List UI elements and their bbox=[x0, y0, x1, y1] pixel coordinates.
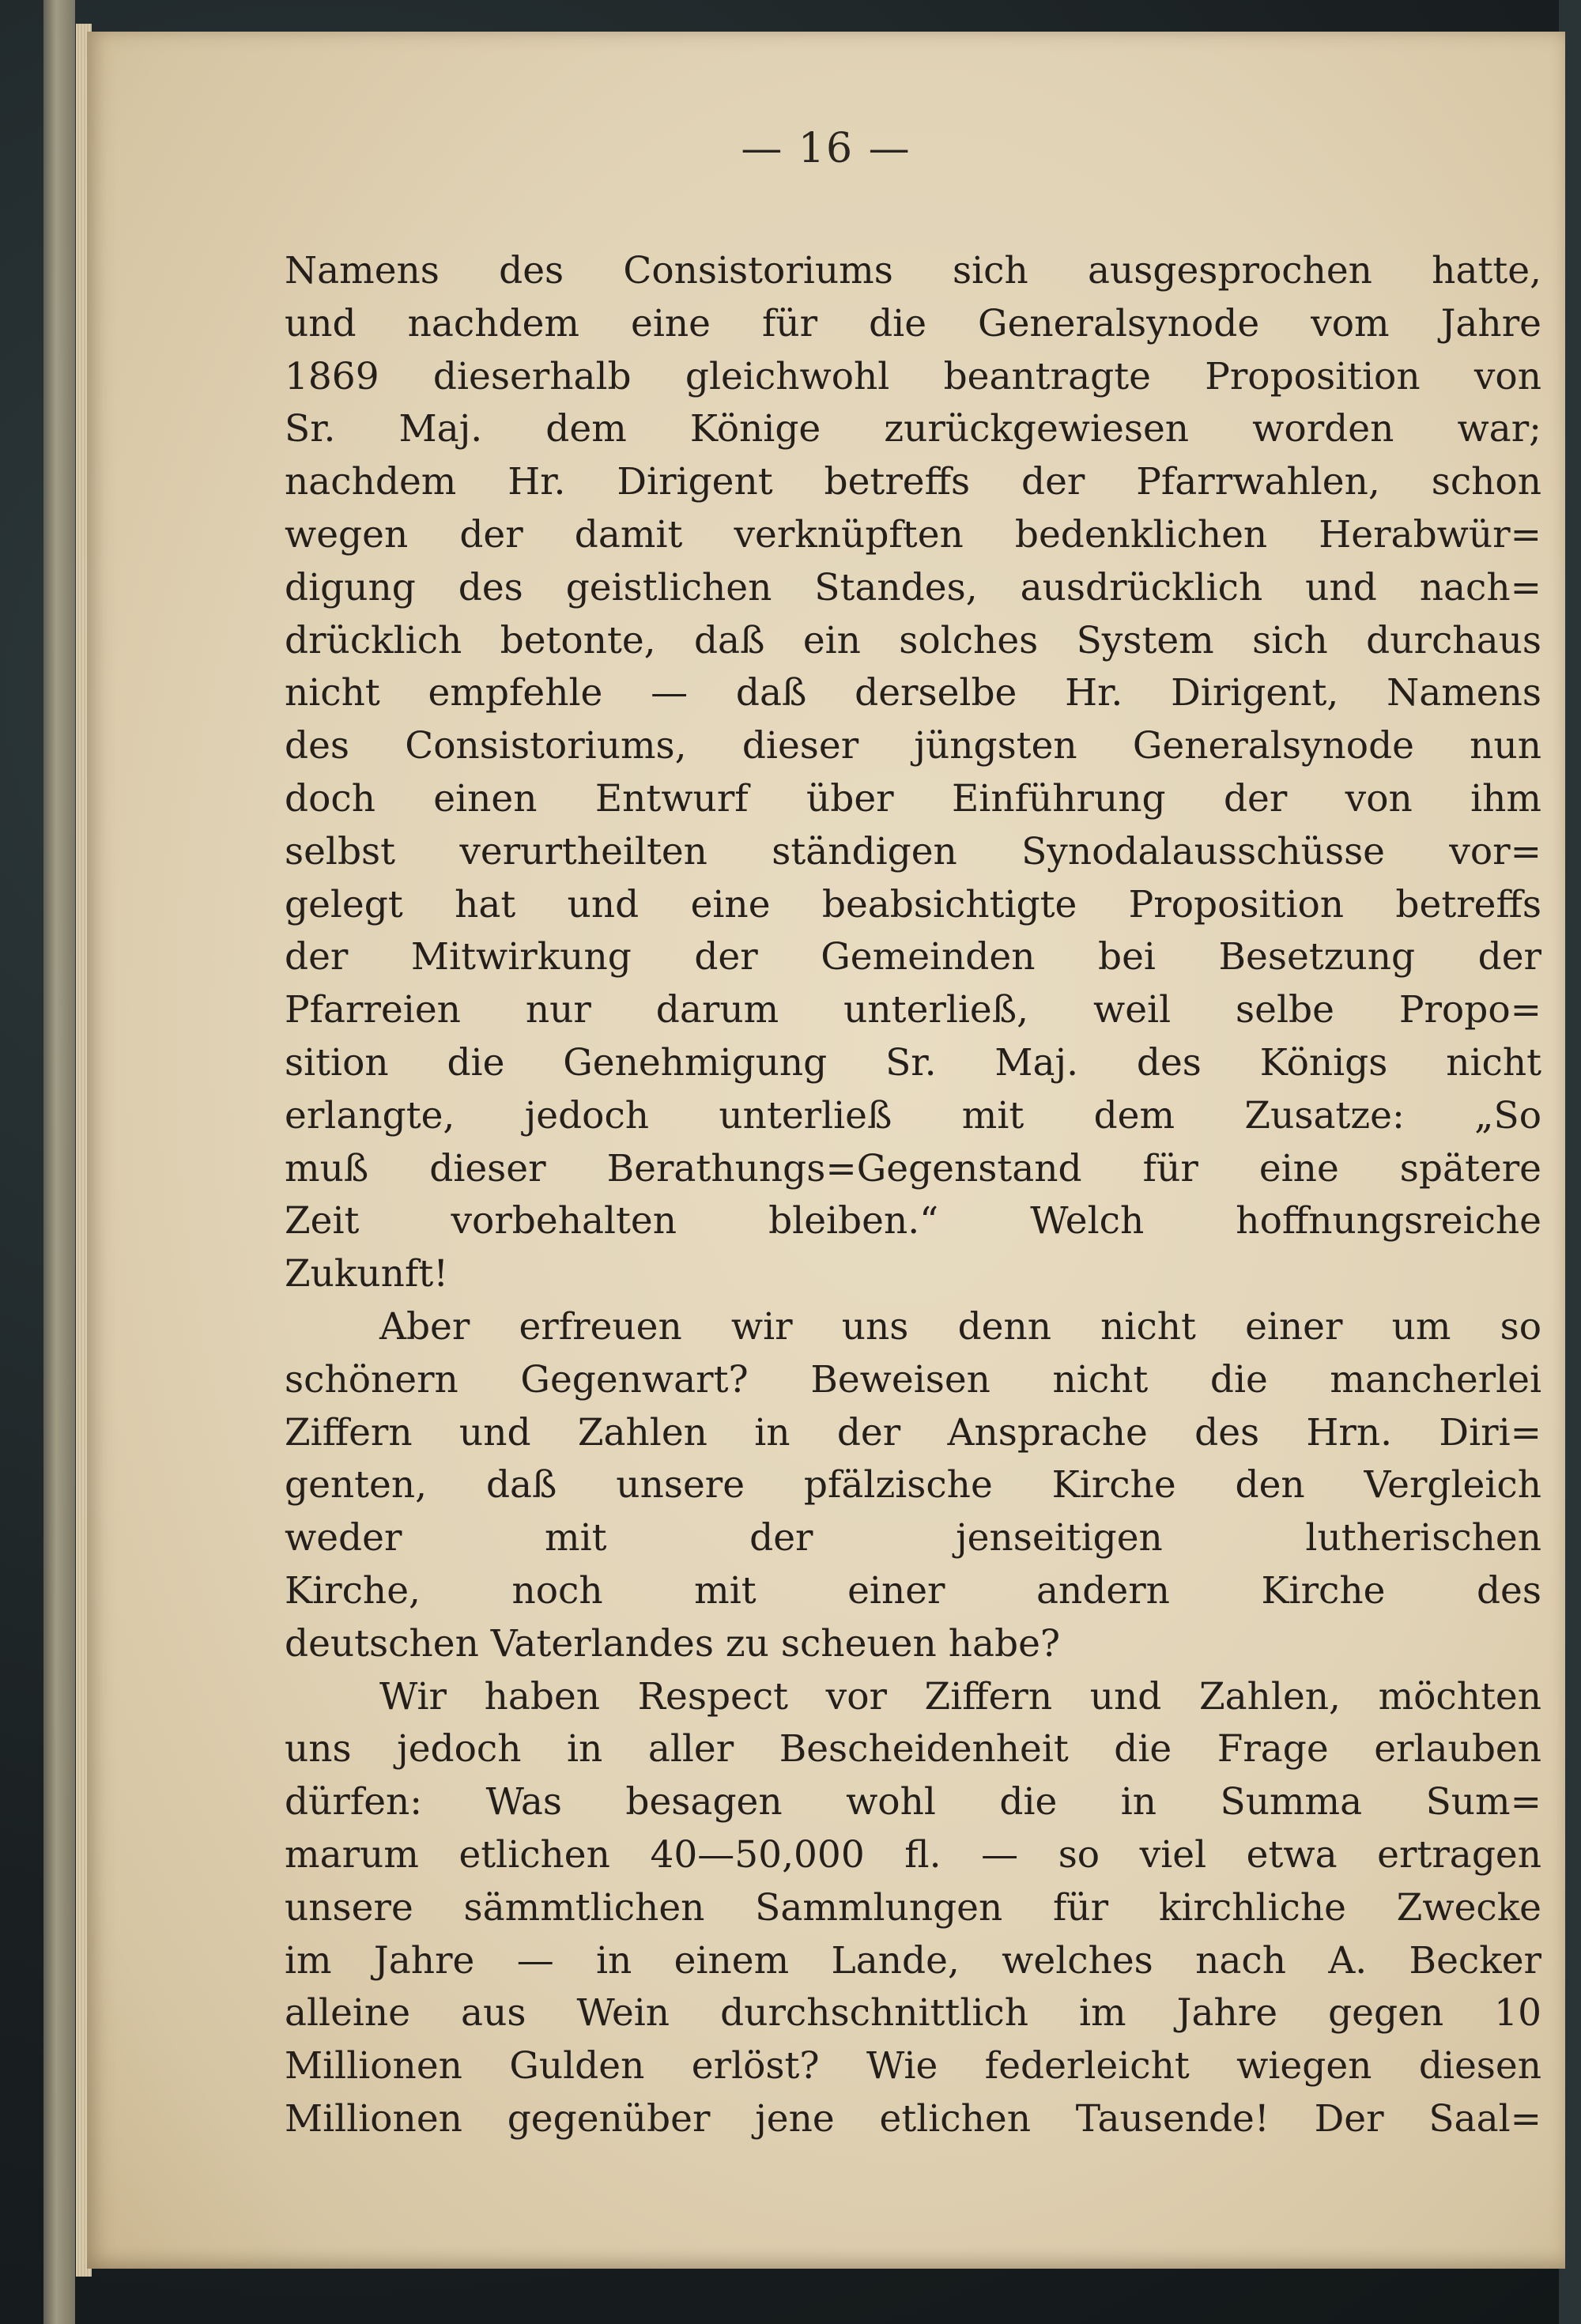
text-line: Millionen Gulden erlöst? Wie federleicht wiegen diesen bbox=[285, 2044, 1541, 2088]
text-line: marum etlichen 40—50,000 fl. — so viel etwa ertragen bbox=[285, 1832, 1541, 1877]
text-line: Kirche, noch mit einer andern Kirche des bbox=[285, 1568, 1541, 1613]
text-line: 1869 dieserhalb gleichwohl beantragte Proposition von bbox=[285, 354, 1541, 398]
text-line: Namens des Consistoriums sich ausgesprochen hatte, bbox=[285, 249, 1541, 292]
text-line: Aber erfreuen wir uns denn nicht einer um so bbox=[379, 1304, 1541, 1349]
book-page bbox=[87, 32, 1565, 2269]
text-line: Zeit vorbehalten bleiben.“ Welch hoffnungsreiche bbox=[285, 1199, 1541, 1243]
book-spine-edge bbox=[43, 0, 75, 2324]
text-line: schönern Gegenwart? Beweisen nicht die mancherlei bbox=[285, 1357, 1541, 1402]
text-line: nicht empfehle — daß derselbe Hr. Dirigent, Namens bbox=[285, 671, 1541, 715]
text-line: des Consistoriums, dieser jüngsten Generalsynode nun bbox=[285, 724, 1541, 768]
text-line: Millionen gegenüber jene etlichen Tausende! Der Saal= bbox=[285, 2096, 1541, 2141]
text-line: muß dieser Berathungs=Gegenstand für eine spätere bbox=[285, 1146, 1541, 1190]
text-line: Zukunft! bbox=[285, 1252, 449, 1296]
text-line: und nachdem eine für die Generalsynode vom Jahre bbox=[285, 301, 1541, 345]
text-line: digung des geistlichen Standes, ausdrücklich und nach= bbox=[285, 565, 1541, 609]
text-line: im Jahre — in einem Lande, welches nach A. Becker bbox=[285, 1938, 1541, 1983]
text-line: Ziffern und Zahlen in der Ansprache des Hrn. Diri= bbox=[285, 1410, 1541, 1454]
text-line: doch einen Entwurf über Einführung der von ihm bbox=[285, 776, 1541, 821]
text-line: uns jedoch in aller Bescheidenheit die Frage erlauben bbox=[285, 1727, 1541, 1771]
text-line: sition die Genehmigung Sr. Maj. des Königs nicht bbox=[285, 1040, 1541, 1085]
text-line: alleine aus Wein durchschnittlich im Jahre gegen 10 bbox=[285, 1991, 1541, 2035]
text-line: gelegt hat und eine beabsichtigte Proposition betreffs bbox=[285, 882, 1541, 926]
text-line: der Mitwirkung der Gemeinden bei Besetzung der bbox=[285, 935, 1541, 979]
text-line: wegen der damit verknüpften bedenklichen Herabwür= bbox=[285, 512, 1541, 556]
text-line: erlangte, jedoch unterließ mit dem Zusatze: „So bbox=[285, 1093, 1541, 1137]
text-line: Wir haben Respect vor Ziffern und Zahlen, möchten bbox=[379, 1674, 1541, 1718]
text-line: selbst verurtheilten ständigen Synodalausschüsse vor= bbox=[285, 829, 1541, 873]
text-line: dürfen: Was besagen wohl die in Summa Sum= bbox=[285, 1780, 1541, 1824]
text-line: nachdem Hr. Dirigent betreffs der Pfarrwahlen, schon bbox=[285, 460, 1541, 504]
page-body-text bbox=[285, 245, 1541, 2146]
text-line: unsere sämmtlichen Sammlungen für kirchliche Zwecke bbox=[285, 1885, 1541, 1930]
text-line: Pfarreien nur darum unterließ, weil selbe Propo= bbox=[285, 988, 1541, 1032]
text-line: Sr. Maj. dem Könige zurückgewiesen worden war; bbox=[285, 407, 1541, 451]
text-line: genten, daß unsere pfälzische Kirche den Vergleich bbox=[285, 1463, 1541, 1507]
page-number: — 16 — bbox=[741, 125, 911, 172]
text-line: deutschen Vaterlandes zu scheuen habe? bbox=[285, 1621, 1061, 1666]
text-line: weder mit der jenseitigen lutherischen bbox=[285, 1516, 1541, 1560]
text-line: drücklich betonte, daß ein solches System sich durchaus bbox=[285, 618, 1541, 662]
